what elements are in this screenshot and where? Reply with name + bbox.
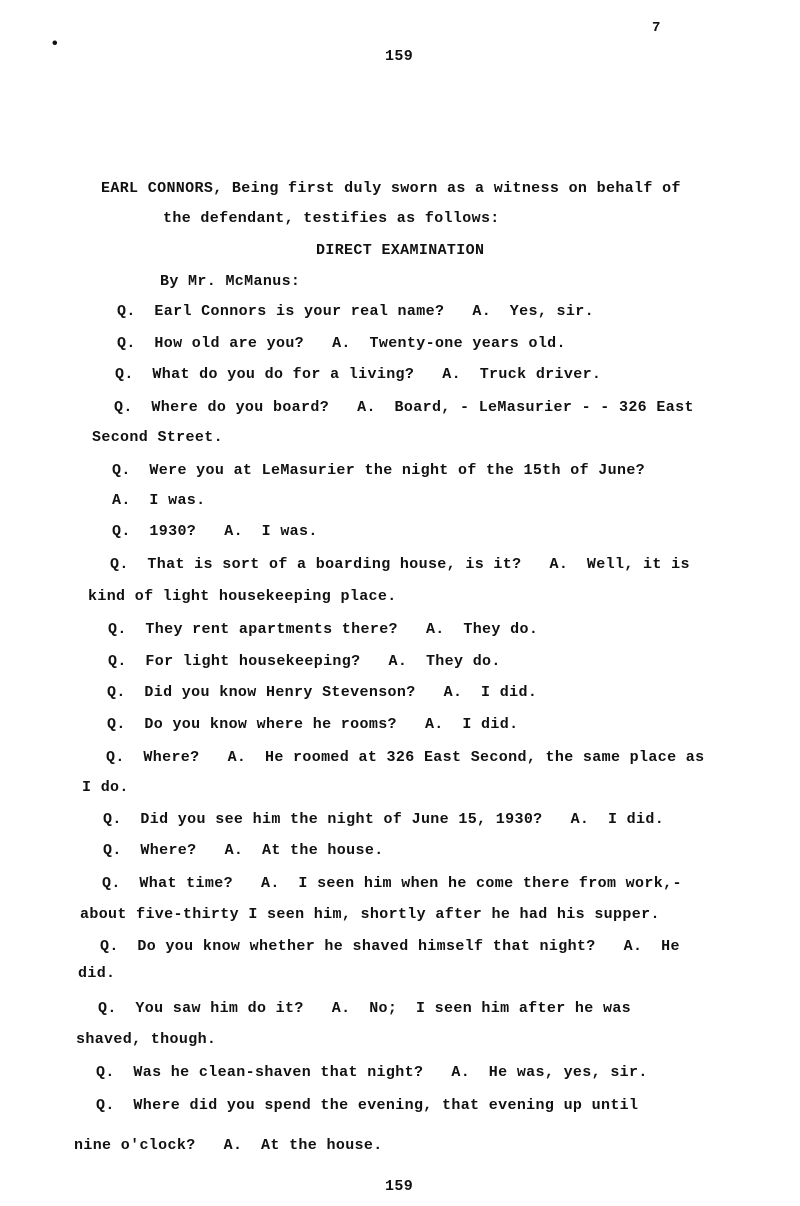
testimony-line: Q. Do you know where he rooms? A. I did. xyxy=(107,716,519,733)
witness-intro-line-2: the defendant, testifies as follows: xyxy=(163,210,500,227)
testimony-line: Q. Where? A. He roomed at 326 East Second, the same place as xyxy=(106,749,705,766)
testimony-line: Q. Did you see him the night of June 15, 1930? A. I did. xyxy=(103,811,665,828)
testimony-line: Q. They rent apartments there? A. They do. xyxy=(108,621,539,638)
witness-intro-line-1: EARL CONNORS, Being first duly sworn as a witness on behalf of xyxy=(101,180,681,197)
testimony-line: Q. Where? A. At the house. xyxy=(103,842,384,859)
testimony-line: nine o'clock? A. At the house. xyxy=(74,1137,383,1154)
testimony-line: Q. Where did you spend the evening, that evening up until xyxy=(96,1097,639,1114)
testimony-line: Q. For light housekeeping? A. They do. xyxy=(108,653,501,670)
testimony-line: Q. Do you know whether he shaved himself that night? A. He xyxy=(100,938,680,955)
testimony-line: did. xyxy=(78,965,116,982)
testimony-line: A. I was. xyxy=(112,492,206,509)
testimony-line: I do. xyxy=(82,779,129,796)
testimony-line: Q. 1930? A. I was. xyxy=(112,523,318,540)
testimony-line: kind of light housekeeping place. xyxy=(88,588,397,605)
testimony-line: Q. That is sort of a boarding house, is it? A. Well, it is xyxy=(110,556,690,573)
testimony-line: Q. Did you know Henry Stevenson? A. I did. xyxy=(107,684,538,701)
testimony-line: Second Street. xyxy=(92,429,223,446)
testimony-line: Q. How old are you? A. Twenty-one years old. xyxy=(117,335,566,352)
testimony-line: Q. What do you do for a living? A. Truck driver. xyxy=(115,366,602,383)
corner-mark: 7 xyxy=(652,20,661,36)
testimony-line: Q. Where do you board? A. Board, - LeMasurier - - 326 East xyxy=(114,399,694,416)
bullet-mark: • xyxy=(50,35,60,53)
examiner-line: By Mr. McManus: xyxy=(160,273,301,290)
testimony-line: about five-thirty I seen him, shortly after he had his supper. xyxy=(80,906,660,923)
testimony-line: Q. What time? A. I seen him when he come there from work,- xyxy=(102,875,682,892)
testimony-line: Q. You saw him do it? A. No; I seen him after he was xyxy=(98,1000,632,1017)
section-title: DIRECT EXAMINATION xyxy=(316,242,485,259)
testimony-line: Q. Earl Connors is your real name? A. Yes, sir. xyxy=(117,303,594,320)
testimony-line: Q. Were you at LeMasurier the night of the 15th of June? xyxy=(112,462,646,479)
testimony-line: Q. Was he clean-shaven that night? A. He was, yes, sir. xyxy=(96,1064,648,1081)
page-number-top: 159 xyxy=(385,48,414,65)
testimony-line: shaved, though. xyxy=(76,1031,217,1048)
page-number-bottom: 159 xyxy=(385,1178,414,1195)
